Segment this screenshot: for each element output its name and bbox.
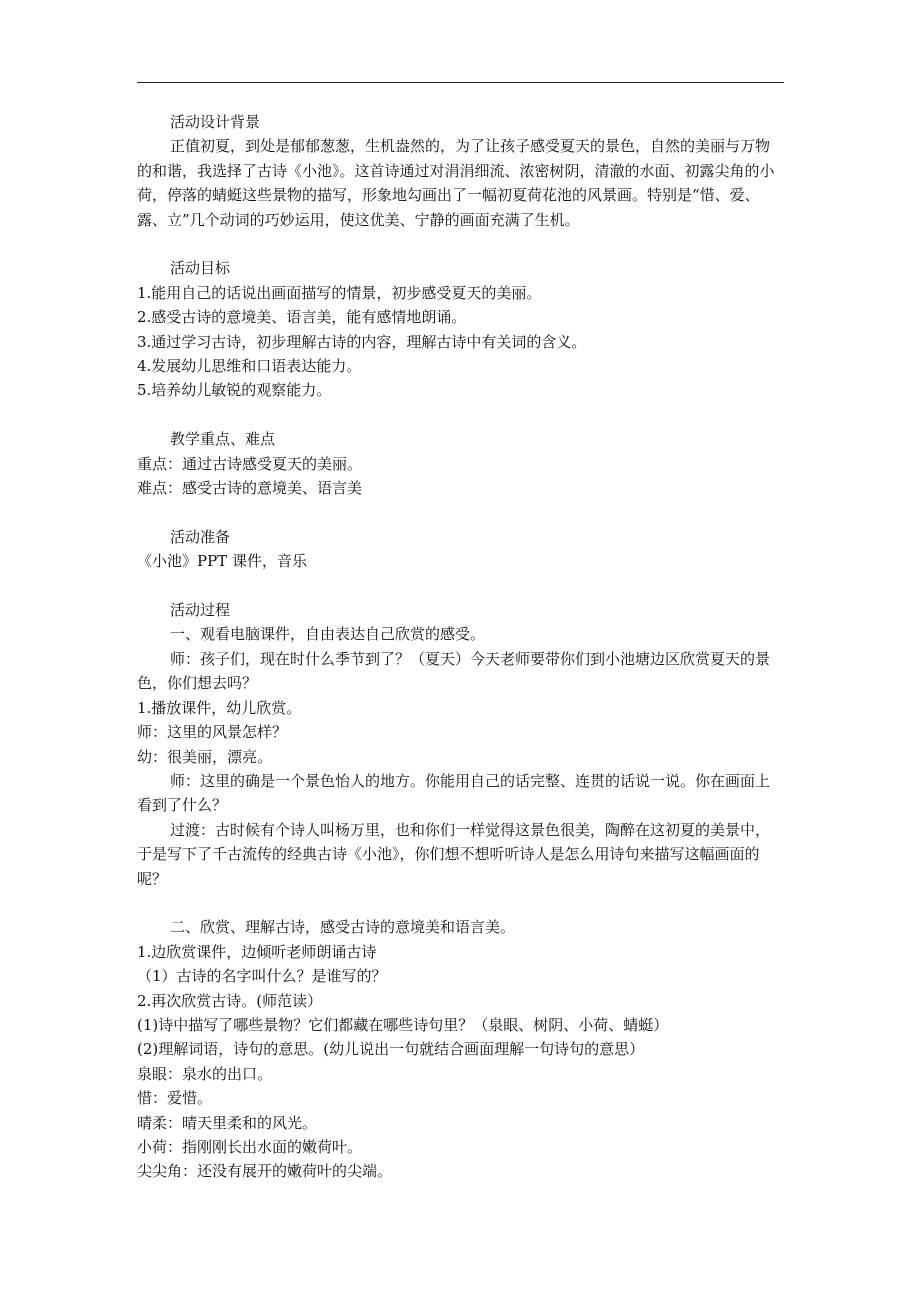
term-definition: 泉眼：泉水的出口。 [137,1064,273,1083]
process-step: （1）古诗的名字叫什么？是谁写的？ [137,967,387,986]
term-definition: 尖尖角：还没有展开的嫩荷叶的尖端。 [137,1162,393,1181]
term-definition: 惜：爱惜。 [137,1089,213,1108]
section-heading-preparation: 活动准备 [170,527,231,546]
section-heading-key-points: 教学重点、难点 [170,430,276,449]
spacer [137,403,784,427]
process-paragraph: 师：这里的确是一个景色怡人的地方。你能用自己的话完整、连贯的话说一说。你在画面上看到了什么？ [137,771,771,815]
section-heading-background: 活动设计背景 [170,113,261,131]
process-paragraph: 师：这里的风景怎样？ [137,723,288,742]
process-paragraph: 师：孩子们，现在时什么季节到了？（夏天）今天老师要带你们到小池塘边区欣赏夏天的景色，你们想去吗？ [137,649,771,693]
goal-item: 1.能用自己的话说出画面描写的情景，初步感受夏天的美丽。 [137,283,542,302]
process-paragraph: 幼：很美丽，漂亮。 [137,747,273,766]
section-heading-process: 活动过程 [170,601,231,620]
process-step: (2)理解词语，诗句的意思。(幼儿说出一句就结合画面理解一句诗句的意思） [137,1040,645,1059]
process-paragraph: 1.播放课件，幼儿欣赏。 [137,698,302,717]
goal-item: 5.培养幼儿敏锐的观察能力。 [137,381,332,400]
spacer [137,232,784,256]
document-body [137,110,784,1184]
header-rule [137,82,784,83]
process-part1-title: 一、观看电脑课件，自由表达自己欣赏的感受。 [170,625,486,644]
spacer [137,574,784,598]
goal-item: 3.通过学习古诗，初步理解古诗的内容，理解古诗中有关词的含义。 [137,332,587,351]
spacer [137,500,784,524]
section-heading-goals: 活动目标 [170,259,231,278]
process-step: 2.再次欣赏古诗。(师范读） [137,991,323,1010]
process-step: 1.边欣赏课件，边倾听老师朗诵古诗 [137,942,377,961]
preparation-text: 《小池》PPT 课件，音乐 [137,552,307,571]
process-part2-title: 二、欣赏、理解古诗，感受古诗的意境美和语言美。 [170,918,516,937]
term-definition: 晴柔：晴天里柔和的风光。 [137,1113,318,1132]
spacer [137,891,784,915]
key-point-focus: 重点：通过古诗感受夏天的美丽。 [137,454,363,473]
process-paragraph: 过渡：古时候有个诗人叫杨万里，也和你们一样觉得这景色很美，陶醉在这初夏的美景中，于是写下了千古流传的经典古诗《小池》，你们想不想听听诗人是怎么用诗句来描写这幅画面的呢？ [137,820,771,888]
background-paragraph: 正值初夏，到处是郁郁葱葱，生机盎然的，为了让孩子感受夏天的景色，自然的美丽与万物的和谐，我选择了古诗《小池》。这首诗通过对涓涓细流、浓密树阴，清澈的水面、初露尖角的小荷，停落的蜻蜓这些景物的描写，形象地勾画出了一幅初夏荷花池的风景画。特别是“惜、爱、露、立”几个动词的巧妙运用，使这优美、宁静的画面充满了生机。 [137,137,775,229]
process-step: (1)诗中描写了哪些景物？它们都藏在哪些诗句里？（泉眼、树阴、小荷、蜻蜓） [137,1015,669,1034]
key-point-difficulty: 难点：感受古诗的意境美、语言美 [137,479,363,498]
term-definition: 小荷：指刚刚长出水面的嫩荷叶。 [137,1137,363,1156]
goal-item: 4.发展幼儿思维和口语表达能力。 [137,357,362,376]
goal-item: 2.感受古诗的意境美、语言美，能有感情地朗诵。 [137,308,467,327]
